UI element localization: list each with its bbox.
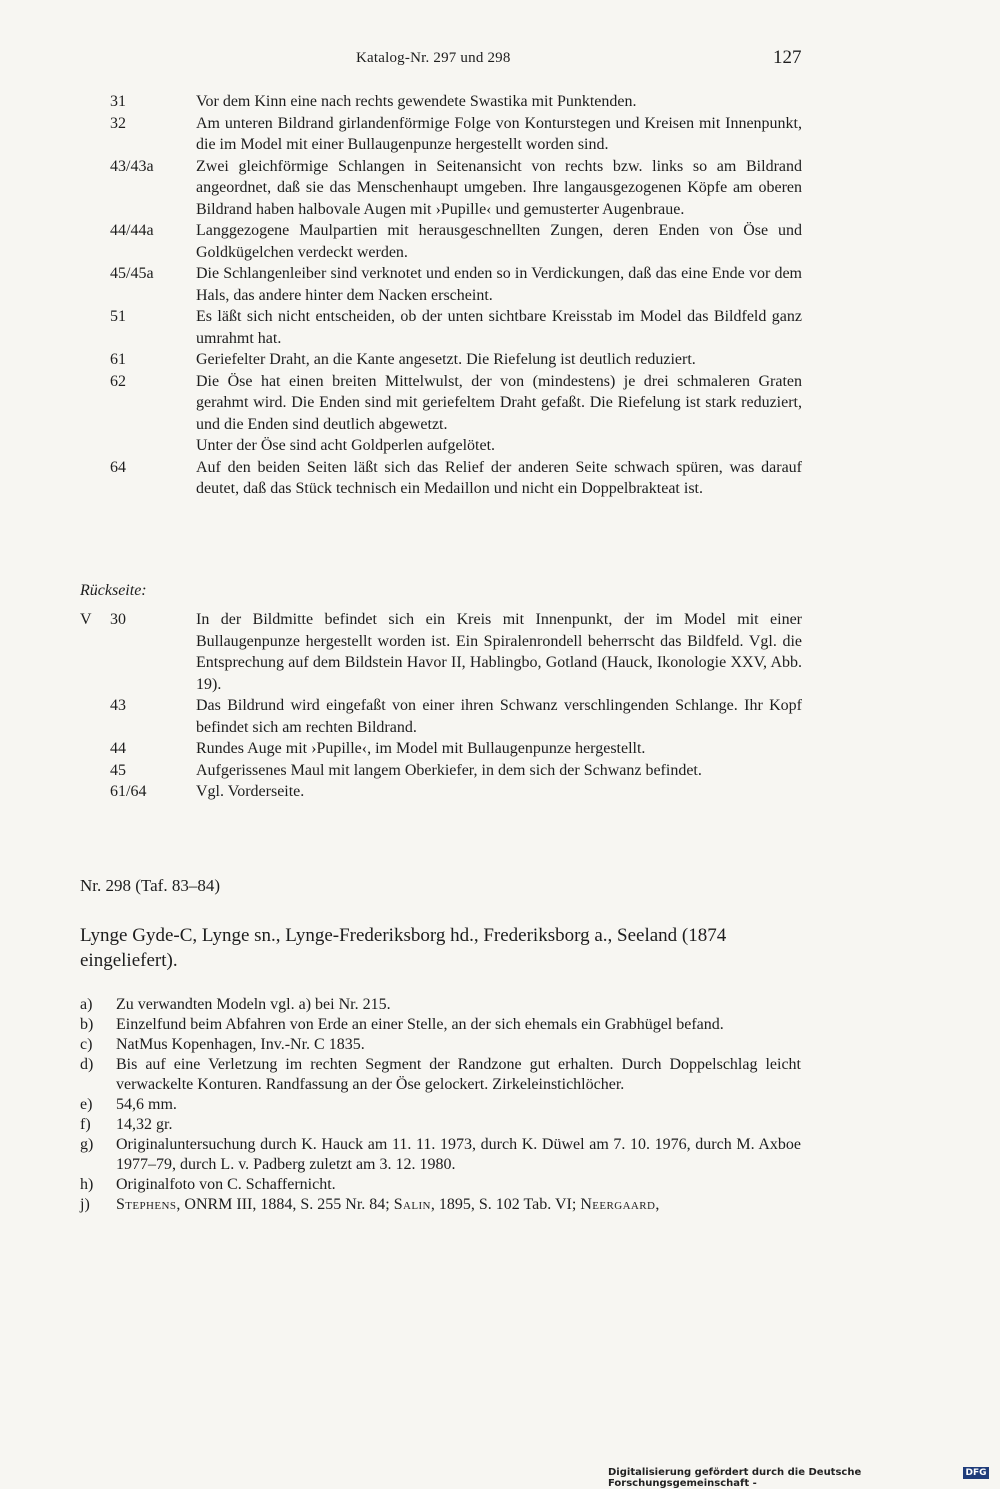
details-list [80,995,801,1215]
detail-row [80,1115,801,1135]
note-key: 44/44a [110,222,154,239]
running-title: Katalog-Nr. 297 und 298 [356,50,511,66]
note-text: Am unteren Bildrand girlandenförmige Folge von Konturstegen und Kreisen mit Innenpunkt, die im Model mit einer Bullaugenpunze hergestellt worden sind. [196,114,802,153]
note-key: 64 [110,458,126,476]
detail-text: Originalfoto von C. Schaffernicht. [116,1176,336,1193]
note-text: Zwei gleichförmige Schlangen in Seitenansicht von rechts bzw. links so am Bildrand angeordnet, daß sie das Menschenhaupt umgeben. Ihre langausgezogenen Köpfe am oberen Bildrand haben halbovale Augen mit ›Pupille‹ und gemusterter Augenbraue. [196,157,802,218]
note-key: 61/64 [110,783,147,800]
note-key: 43 [110,697,126,714]
detail-text: 14,32 gr. [116,1116,173,1133]
note-row [80,695,802,738]
detail-label: j) [80,1196,90,1213]
detail-text: Zu verwandten Modeln vgl. a) bei Nr. 215. [116,996,391,1013]
detail-label: f) [80,1116,91,1133]
detail-row [80,1035,801,1055]
note-text: Die Schlangenleiber sind verknotet und enden so in Verdickungen, daß das eine Ende vor dem Hals, das andere hinter dem Nacken erscheint. [196,265,802,304]
dfg-logo-icon: DFG [963,1467,989,1479]
note-text: Rundes Auge mit ›Pupille‹, im Model mit Bullaugenpunze hergestellt. [196,740,646,757]
detail-row [80,995,801,1015]
note-row [80,113,802,156]
note-row [80,435,802,457]
detail-row [80,1175,801,1195]
note-text: In der Bildmitte befindet sich ein Kreis mit Innenpunkt, der im Model mit einer Bullaugenpunze hergestellt worden ist. Ein Spiralenrondell beherrscht das Bildfeld. Vgl. die Entsprechung auf dem Bildstein Havor II, Hablingbo, Gotland (Hauck, Ikonologie XXV, Abb. 19). [196,611,802,693]
back-section-label: Rückseite: [80,582,147,599]
detail-label: h) [80,1176,94,1193]
note-row [80,263,802,306]
note-side: V [80,611,92,628]
note-key: 43/43a [110,157,154,175]
detail-label: b) [80,1016,94,1033]
note-row [80,738,802,760]
note-key: 31 [110,93,126,110]
note-key: 51 [110,308,126,325]
note-text: Langgezogene Maulpartien mit herausgeschnellten Zungen, deren Enden von Öse und Goldkügelchen verdeckt werden. [196,222,802,261]
detail-row [80,1055,801,1095]
note-row [80,781,802,803]
note-side [80,695,110,738]
note-text: Vgl. Vorderseite. [196,783,305,800]
note-row [80,91,802,113]
footer [0,1467,1000,1489]
detail-text: Bis auf eine Verletzung im rechten Segment der Randzone gut erhalten. Durch Doppelschlag leicht verwackelte Konturen. Randfassung an der Öse gelockert. Zirkeleinstichlöcher. [116,1056,801,1093]
note-text: Es läßt sich nicht entscheiden, ob der unten sichtbare Kreisstab im Model das Bildfeld ganz umrahmt hat. [196,308,802,347]
references-row [80,1195,801,1215]
note-row [80,349,802,371]
note-row [80,457,802,500]
note-row [80,760,802,782]
reference-neergaard: , [655,1196,660,1213]
note-key: 32 [110,114,126,132]
note-row [80,371,802,436]
note-key: 30 [110,611,126,628]
note-key: 45/45a [110,265,154,282]
note-side [80,738,110,760]
detail-row [80,1095,801,1115]
author-stephens: Stephens [116,1196,177,1213]
note-row [80,306,802,349]
entry-location: Lynge Gyde-C, Lynge sn., Lynge-Frederiksborg hd., Frederiksborg a., Seeland (1874 eingeliefert). [80,925,727,971]
note-key: 62 [110,372,126,390]
note-text: Aufgerissenes Maul mit langem Oberkiefer, in dem sich der Schwanz befindet. [196,761,702,779]
author-neergaard: Neergaard [580,1196,656,1213]
detail-text: 54,6 mm. [116,1096,177,1113]
note-text: Die Öse hat einen breiten Mittelwulst, der von (mindestens) je drei schmaleren Graten gerahmt wird. Die Enden sind mit geriefeltem Draht gefaßt. Die Riefelung ist stark reduziert, und die Enden sind deutlich abgewetzt. [196,372,802,433]
detail-label: d) [80,1056,94,1073]
note-key: 45 [110,761,126,779]
detail-text: Einzelfund beim Abfahren von Erde an einer Stelle, an der sich ehemals ein Grabhügel befand. [116,1016,724,1033]
note-text: Das Bildrund wird eingefaßt von einer ihren Schwanz verschlingenden Schlange. Ihr Kopf befindet sich am rechten Bildrand. [196,697,802,736]
note-text: Vor dem Kinn eine nach rechts gewendete Swastika mit Punktenden. [196,93,637,110]
note-text: Unter der Öse sind acht Goldperlen aufgelötet. [196,437,496,454]
detail-label: g) [80,1136,94,1153]
entry-number: Nr. 298 (Taf. 83–84) [80,876,220,895]
note-key: 44 [110,740,126,757]
detail-row [80,1015,801,1035]
detail-text: NatMus Kopenhagen, Inv.-Nr. C 1835. [116,1036,365,1053]
running-head [0,47,1000,74]
detail-label: a) [80,996,93,1013]
note-row [80,220,802,263]
author-salin: Salin [393,1196,431,1213]
detail-row [80,1135,801,1175]
reference-salin: , 1895, S. 102 Tab. VI; [430,1196,581,1213]
detail-label: e) [80,1096,93,1113]
references-text [116,1195,801,1215]
note-row [80,156,802,221]
note-row [80,609,802,695]
footer-text: Digitalisierung gefördert durch die Deutsche Forschungsgemeinschaft - [608,1467,862,1489]
note-side [80,781,110,803]
note-text: Geriefelter Draht, an die Kante angesetzt. Die Riefelung ist deutlich reduziert. [196,351,696,368]
front-notes [80,91,802,500]
note-key [110,435,196,457]
reference-stephens: , ONRM III, 1884, S. 255 Nr. 84; [176,1196,394,1213]
note-key: 61 [110,351,126,368]
detail-label: c) [80,1036,93,1053]
detail-text: Originaluntersuchung durch K. Hauck am 11. 11. 1973, durch K. Düwel am 7. 10. 1976, durch M. Axboe 1977–79, durch L. v. Padberg zuletzt am 3. 12. 1980. [116,1136,801,1173]
back-notes [80,609,802,803]
note-side [80,760,110,782]
page-number: 127 [773,47,802,68]
note-text: Auf den beiden Seiten läßt sich das Relief der anderen Seite schwach spüren, was darauf deutet, daß das Stück technisch ein Medaillon und nicht ein Doppelbrakteat ist. [196,458,802,497]
